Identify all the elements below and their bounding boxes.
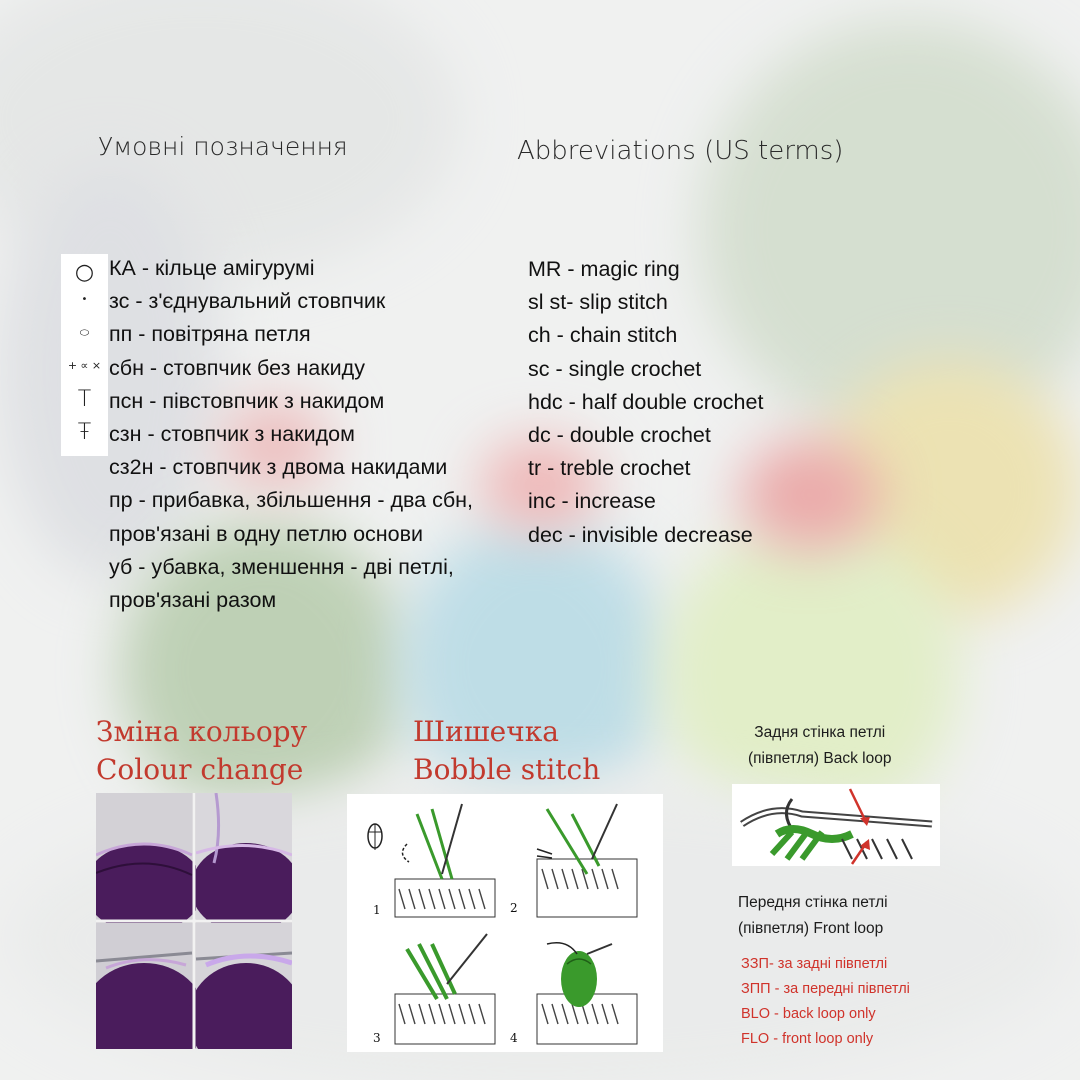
list-item: псн - півстовпчик з накидом xyxy=(109,388,385,413)
list-item: FLO - front loop only xyxy=(741,1031,874,1047)
colour-change-photos xyxy=(96,793,292,1049)
photo-2 xyxy=(191,793,292,933)
list-item: зс - з'єднувальний стовпчик xyxy=(109,289,386,314)
front-loop-label-line-2: (півпетля) Front loop xyxy=(738,920,884,937)
back-loop-label-line-2: (півпетля) Back loop xyxy=(748,750,892,767)
colour-change-title-uk: Зміна кольору xyxy=(96,715,308,748)
loop-diagram xyxy=(732,784,940,866)
step-4-drawing xyxy=(537,943,637,1044)
symbol-legend xyxy=(61,254,108,456)
slip-stitch-symbol: • xyxy=(81,294,88,305)
step-2-drawing xyxy=(537,804,637,917)
photo-4 xyxy=(188,923,292,1049)
list-item: inc - increase xyxy=(528,489,656,514)
step-number-2: 2 xyxy=(510,901,518,915)
step-3-drawing xyxy=(395,934,495,1044)
bobble-stitch-diagram xyxy=(347,794,663,1052)
step-1-drawing xyxy=(395,804,495,917)
colour-change-title xyxy=(96,713,307,789)
bobble-stitch-title-en: Bobble stitch xyxy=(413,753,601,786)
list-item: пров'язані в одну петлю основи xyxy=(109,521,424,546)
loop-illustration xyxy=(732,784,940,866)
list-item: сбн - стовпчик без накиду xyxy=(109,355,365,380)
step-number-4: 4 xyxy=(510,1031,518,1045)
bobble-stitch-title xyxy=(413,713,600,789)
list-item: КА - кільце амігурумі xyxy=(109,256,315,280)
magic-ring-symbol: ○ xyxy=(74,260,95,285)
list-item: сзн - стовпчик з накидом xyxy=(109,422,355,447)
english-abbreviations xyxy=(528,253,763,552)
chain-stitch-symbol: ⬭ xyxy=(79,326,90,339)
list-item: dec - invisible decrease xyxy=(528,522,753,547)
list-item: ЗПП - за передні півпетлі xyxy=(741,981,910,997)
ukrainian-abbreviations xyxy=(109,252,473,617)
ukrainian-header: Умовні позначення xyxy=(98,132,348,161)
back-loop-label-line-1: Задня стінка петлі xyxy=(754,724,886,741)
list-item: пр - прибавка, збільшення - два сбн, xyxy=(109,488,474,513)
bobble-symbol-icon xyxy=(368,824,382,850)
list-item: MR - magic ring xyxy=(528,257,680,281)
list-item: ЗЗП- за задні півпетлі xyxy=(741,956,888,972)
list-item: tr - treble crochet xyxy=(528,456,691,481)
colour-change-title-en: Colour change xyxy=(96,753,304,786)
list-item: сз2н - стовпчик з двома накидами xyxy=(109,455,448,480)
list-item: hdc - half double crochet xyxy=(528,389,764,414)
colour-change-photo-grid xyxy=(96,793,292,1049)
list-item: пп - повітряна петля xyxy=(109,322,311,347)
list-item: sl st- slip stitch xyxy=(528,290,668,315)
front-loop-label-line-1: Передня стінка петлі xyxy=(738,894,888,911)
half-double-crochet-symbol: T xyxy=(77,387,92,412)
back-loop-label xyxy=(748,720,891,772)
photo-1 xyxy=(96,793,204,933)
bobble-stitch-illustration xyxy=(347,794,663,1052)
bobble-stitch-title-uk: Шишечка xyxy=(413,715,559,748)
single-crochet-symbol: + ∝ × xyxy=(67,359,102,372)
step-number-3: 3 xyxy=(373,1031,381,1045)
list-item: уб - убавка, зменшення - дві петлі, xyxy=(109,554,454,579)
list-item: BLO - back loop only xyxy=(741,1006,876,1022)
loop-notes xyxy=(741,952,910,1052)
list-item: пров'язані разом xyxy=(109,588,277,613)
double-crochet-symbol: Ŧ xyxy=(77,420,92,445)
front-loop-label xyxy=(738,890,888,942)
list-item: dc - double crochet xyxy=(528,423,711,448)
step-number-1: 1 xyxy=(373,903,381,917)
english-header: Abbreviations (US terms) xyxy=(517,136,844,166)
list-item: sc - single crochet xyxy=(528,356,702,381)
list-item: ch - chain stitch xyxy=(528,323,678,348)
